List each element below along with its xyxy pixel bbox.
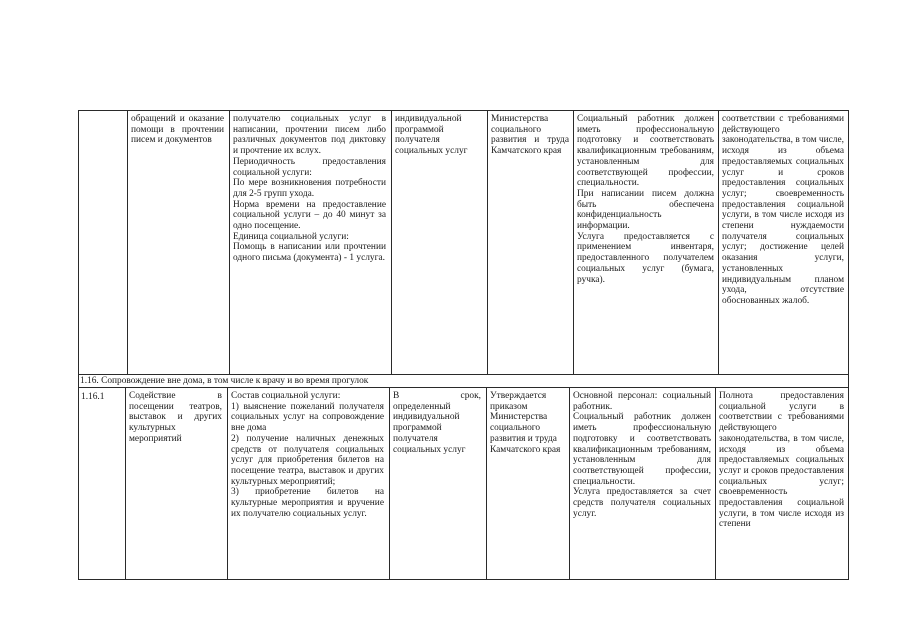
column-border [718, 110, 719, 374]
cell-paragraph: Утверждается приказом Министерства социального развития и труда Камчатского края [490, 391, 561, 455]
cell-paragraph: Периодичность предоставления социальной услуги: [233, 156, 386, 178]
column-border [573, 110, 574, 374]
cell-paragraph: соответствии с требованиями действующего законодательства, в том числе, исходя из объема предоставляемых социальных услуг и сроков предоставления социальных услуг; своевременность предоставления социальной услуги, в том числе исходя из степени нуждаемости получателя социальных услуг; достижение целей оказания услуги, установленных индивидуальным планом ухода, отсутствие обоснованных жалоб. [722, 114, 844, 306]
cell-paragraph: Содействие в посещении театров, выставок и других культурных мероприятий [129, 391, 222, 444]
cell-paragraph: 3) приобретение билетов на культурные мероприятия и вручение их получателю социальных услуг. [231, 487, 384, 519]
service-name-cell [129, 391, 222, 445]
cell-paragraph: Министерства социального развития и труда Камчатского края [491, 114, 569, 157]
cell-paragraph: При написании писем должна быть обеспечена конфиденциальность информации. [577, 188, 714, 232]
section-row-bottom-border [78, 387, 849, 388]
quality-indicators-cell [719, 391, 844, 578]
row-number: 1.16.1 [81, 392, 105, 402]
cell-paragraph: 2) получение наличных денежных средств от получателя социальных услуг для приобретения билетов на посещение театра, выставок и других культурных мероприятий; [231, 433, 384, 487]
cell-paragraph: Норма времени на предоставление социальной услуги – до 40 минут за одно посещение. [233, 199, 386, 232]
column-border [127, 110, 128, 374]
quality-indicators-cell [722, 114, 844, 307]
cell-paragraph: индивидуальной программой получателя социальных услуг [395, 114, 468, 157]
cell-paragraph: Полнота предоставления социальной услуги в соответствии с требованиями действующего законодательства, в том числе, исходя из объема предоставляемых социальных услуг и сроков предоставления социальных услуг; своевременность предоставления социальной услуги, в том числе исходя из степени [719, 391, 844, 530]
column-border [715, 387, 716, 579]
cell-paragraph: Единица социальной услуги: [233, 231, 349, 242]
column-border [487, 110, 488, 374]
cell-paragraph: Состав социальной услуги: [231, 391, 341, 401]
column-border [569, 387, 570, 579]
cell-paragraph: По мере возникновения потребности для 2-5 групп ухода. [233, 178, 386, 199]
cell-paragraph: В срок, определенный индивидуальной программой получателя социальных услуг [393, 391, 481, 455]
service-name-cell [131, 114, 224, 146]
cell-paragraph: получателю социальных услуг в написании, прочтении писем либо различных документов под диктовку и прочтение их вслух. [233, 114, 386, 157]
cell-paragraph: Социальный работник должен иметь профессиональную подготовку и соответствовать квалификационным требованиям, установленным для соответствующей профессии, специальности. [577, 114, 714, 189]
service-term-cell [393, 391, 481, 455]
tariff-cell [491, 114, 569, 157]
cell-paragraph: обращений и оказание помощи в прочтении писем и документов [131, 114, 224, 146]
column-border [229, 110, 230, 374]
column-border [391, 110, 392, 374]
conditions-cell [573, 391, 711, 519]
section-title: 1.16. Сопровождение вне дома, в том числе к врачу и во время прогулок [80, 376, 369, 386]
column-border [78, 110, 79, 579]
service-description-cell [231, 391, 384, 519]
column-border [848, 110, 849, 579]
column-border [125, 387, 126, 579]
tariff-cell [490, 391, 566, 455]
cell-paragraph: Помощь в написании или прочтении одного письма (документа) - 1 услуга. [233, 242, 386, 264]
column-border [389, 387, 390, 579]
service-description-cell [233, 114, 386, 264]
cell-paragraph: Услуга предоставляется с применением инвентаря, предоставленного получателем социальных услуг (бумага, ручка). [577, 231, 714, 285]
cell-paragraph: Основной персонал: социальный работник. [573, 391, 711, 412]
conditions-cell [577, 114, 714, 285]
column-border [227, 387, 228, 579]
column-border [486, 387, 487, 579]
service-term-cell [395, 114, 483, 157]
table-bottom-border [78, 579, 849, 580]
section-row-top-border [78, 374, 849, 375]
cell-paragraph: 1) выяснение пожеланий получателя социальных услуг на сопровождение вне дома [231, 401, 384, 434]
cell-paragraph: Услуга предоставляется за счет средств получателя социальных услуг. [573, 487, 711, 519]
cell-paragraph: Социальный работник должен иметь профессиональную подготовку и соответствовать квалификационным требованиям, установленным для соответствующей профессии, специальности. [573, 412, 711, 487]
table-top-border [78, 110, 849, 111]
